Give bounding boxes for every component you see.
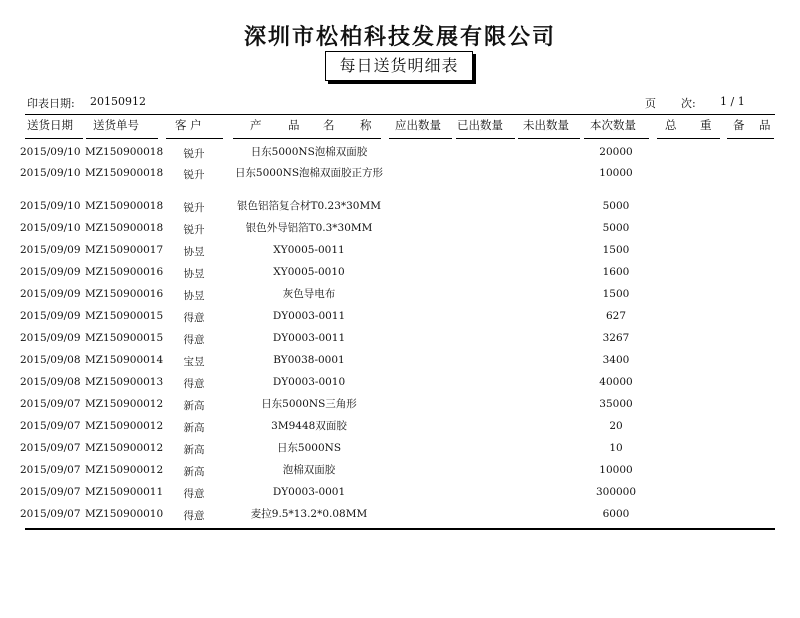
cell-customer: 得意 [183,312,205,324]
cell-order-no: MZ150900012 [85,464,164,476]
cell-product: 灰色导电布 [282,288,336,300]
cell-this-qty: 5000 [602,222,630,234]
col-underline-order-no [86,138,158,139]
cell-customer: 协昱 [183,246,205,258]
cell-date: 2015/09/08 [20,354,81,366]
cell-date: 2015/09/07 [20,442,81,454]
table-bottom-rule [25,528,775,530]
cell-date: 2015/09/07 [20,464,81,476]
cell-product: DY0003-0011 [272,310,346,322]
cell-this-qty: 3400 [602,354,630,366]
cell-order-no: MZ150900018 [85,146,164,158]
cell-order-no: MZ150900010 [85,508,164,520]
cell-customer: 锐升 [183,202,205,214]
company-name: 深圳市松柏科技发展有限公司 [243,25,556,50]
cell-this-qty: 1600 [602,266,630,278]
cell-product: 日东5000NS [276,442,342,454]
cell-order-no: MZ150900012 [85,442,164,454]
cell-product: DY0003-0001 [272,486,346,498]
cell-product: 日东5000NS泡棉双面胶 [250,146,368,158]
col-underline-weight [657,138,720,139]
cell-product: 泡棉双面胶 [282,464,336,476]
cell-customer: 锐升 [183,224,205,236]
cell-customer: 协昱 [183,290,205,302]
cell-date: 2015/09/10 [20,146,81,158]
cell-date: 2015/09/08 [20,376,81,388]
col-header-due-qty: 应出数量 [395,118,441,132]
cell-order-no: MZ150900017 [85,244,164,256]
cell-order-no: MZ150900016 [85,266,164,278]
col-underline-customer [166,138,223,139]
col-header-product-1: 产 [250,118,262,132]
page-separator: 次: [681,97,696,110]
cell-customer: 得意 [183,488,205,500]
cell-order-no: MZ150900016 [85,288,164,300]
cell-customer: 宝昱 [183,356,205,368]
col-header-this-qty: 本次数量 [590,118,636,132]
cell-order-no: MZ150900018 [85,167,164,179]
cell-this-qty: 5000 [602,200,630,212]
cell-order-no: MZ150900015 [85,310,164,322]
col-header-shipped-qty: 已出数量 [457,118,503,132]
cell-this-qty: 40000 [599,376,633,388]
cell-this-qty: 10000 [599,464,633,476]
cell-customer: 新高 [183,466,205,478]
col-header-weight-2: 重 [700,118,712,132]
cell-customer: 新高 [183,422,205,434]
cell-this-qty: 10000 [599,167,633,179]
col-header-unshipped-qty: 未出数量 [523,118,569,132]
col-underline-date [25,138,83,139]
cell-this-qty: 627 [605,310,627,322]
col-header-remark-2: 品 [759,118,771,132]
cell-date: 2015/09/07 [20,508,81,520]
cell-date: 2015/09/09 [20,332,81,344]
cell-date: 2015/09/07 [20,398,81,410]
cell-product: BY0038-0001 [273,354,345,366]
cell-product: 麦拉9.5*13.2*0.08MM [250,508,368,520]
cell-order-no: MZ150900018 [85,200,164,212]
cell-customer: 新高 [183,400,205,412]
cell-product: 日东5000NS三角形 [261,398,357,410]
cell-customer: 新高 [183,444,205,456]
cell-this-qty: 20000 [599,146,633,158]
col-underline-unshipped-qty [518,138,580,139]
cell-product: DY0003-0011 [272,332,346,344]
cell-this-qty: 6000 [602,508,630,520]
cell-product: 银色外导铝箔T0.3*30MM [245,222,373,234]
cell-product: 3M9448双面胶 [271,420,347,432]
page-label: 页 [645,97,656,110]
page-number: 1 / 1 [720,95,745,108]
cell-product: DY0003-0010 [272,376,346,388]
col-underline-due-qty [389,138,452,139]
cell-customer: 得意 [183,334,205,346]
cell-date: 2015/09/09 [20,266,81,278]
cell-order-no: MZ150900014 [85,354,164,366]
print-date-value: 20150912 [90,95,146,108]
cell-order-no: MZ150900012 [85,398,164,410]
cell-customer: 得意 [183,378,205,390]
cell-customer: 得意 [183,510,205,522]
col-underline-remark [727,138,774,139]
col-header-product-2: 品 [288,118,300,132]
cell-date: 2015/09/09 [20,288,81,300]
col-header-remark-1: 备 [733,118,745,132]
cell-this-qty: 10 [609,442,623,454]
cell-date: 2015/09/09 [20,244,81,256]
col-header-weight-1: 总 [665,118,677,132]
cell-order-no: MZ150900012 [85,420,164,432]
cell-this-qty: 1500 [602,244,630,256]
cell-date: 2015/09/07 [20,420,81,432]
cell-this-qty: 1500 [602,288,630,300]
cell-date: 2015/09/07 [20,486,81,498]
header-top-rule [25,114,775,115]
cell-product: XY0005-0010 [273,266,345,278]
col-underline-this-qty [584,138,649,139]
cell-date: 2015/09/10 [20,167,81,179]
col-header-order-no: 送货单号 [93,118,139,132]
report-title: 每日送货明细表 [325,51,473,81]
cell-product: 银色铝箔复合材T0.23*30MM [237,200,381,212]
cell-this-qty: 20 [609,420,623,432]
cell-product: XY0005-0011 [273,244,345,256]
cell-order-no: MZ150900018 [85,222,164,234]
cell-customer: 协昱 [183,268,205,280]
cell-this-qty: 3267 [602,332,630,344]
cell-date: 2015/09/10 [20,222,81,234]
col-header-product-3: 名 [323,118,335,132]
cell-order-no: MZ150900011 [85,486,164,498]
cell-order-no: MZ150900015 [85,332,164,344]
cell-customer: 锐升 [183,169,205,181]
col-underline-shipped-qty [456,138,515,139]
col-underline-product [233,138,381,139]
cell-customer: 锐升 [183,148,205,160]
cell-order-no: MZ150900013 [85,376,164,388]
cell-product: 日东5000NS泡棉双面胶正方形 [234,167,384,179]
col-header-customer: 客 户 [175,118,202,132]
col-header-date: 送货日期 [27,118,73,132]
cell-date: 2015/09/09 [20,310,81,322]
print-date-label: 印表日期: [27,97,75,110]
cell-this-qty: 35000 [599,398,633,410]
cell-this-qty: 300000 [595,486,637,498]
col-header-product-4: 称 [360,118,372,132]
cell-date: 2015/09/10 [20,200,81,212]
